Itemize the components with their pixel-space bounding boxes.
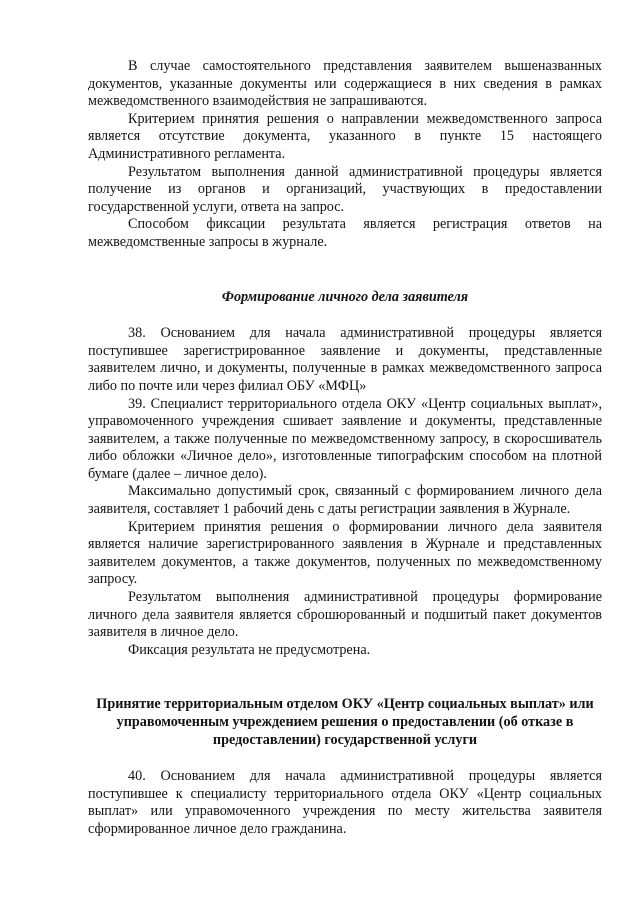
paragraph-no-fixation: Фиксация результата не предусмотрена. xyxy=(128,641,371,658)
heading-personal-file: Формирование личного дела заявителя xyxy=(221,288,469,305)
paragraph-decision-criterion: Критерием принятия решения о направлении межведомственного запроса является отсутствие документа, указанного в пункте 15 настоящего Административного регламента. xyxy=(88,110,602,162)
paragraph-38: 38. Основанием для начала административной процедуры является поступившее зарегистрированное заявление и документы, представленные заявителем лично, и документы, полученные в рамках межведомственного запроса либо по почте или через филиал ОБУ «МФЦ» xyxy=(88,325,602,394)
paragraph-39: 39. Специалист территориального отдела ОКУ «Центр социальных выплат», управомоченного учреждения сшивает заявление и документы, представленные заявителем, а также полученные по межведомственному запросу, в скоросшиватель либо обложки «Личное дело», изготовленные типографским способом на плотной бумаге (далее – личное дело). xyxy=(88,395,602,482)
paragraph-self-submission: В случае самостоятельного представления заявителем вышеназванных документов, указанные документы или содержащиеся в них сведения в рамках межведомственного взаимодействия не запрашиваются. xyxy=(88,58,602,110)
paragraph-40: 40. Основанием для начала административной процедуры является поступившее к специалисту территориального отдела ОКУ «Центр социальных выплат» или управомоченного учреждения по месту жительства заявителя сформированное личное дело гражданина. xyxy=(88,768,602,837)
paragraph-formation-result: Результатом выполнения административной процедуры формирование личного дела заявителя является сброшюрованный и подшитый пакет документов заявителя в личное дело. xyxy=(88,589,602,641)
section-decision xyxy=(88,768,602,838)
paragraph-fixation-method: Способом фиксации результата является регистрация ответов на межведомственные запросы в журнале. xyxy=(88,216,602,250)
section-interagency-request xyxy=(88,58,602,252)
heading-decision: Принятие территориальным отделом ОКУ «Центр социальных выплат» или управомоченным учреждением решения о предоставлении (об отказе в предоставлении) государственной услуги xyxy=(96,696,594,748)
paragraph-max-term: Максимально допустимый срок, связанный с формированием личного дела заявителя, составляет 1 рабочий день с даты регистрации заявления в Журнале. xyxy=(88,483,602,518)
section-personal-file xyxy=(88,325,602,659)
paragraph-formation-criterion: Критерием принятия решения о формировании личного дела заявителя является наличие зарегистрированного заявления в Журнале и представленных заявителем документов, а также документов, полученных по межведомственному запросу. xyxy=(88,518,602,588)
paragraph-result: Результатом выполнения данной административной процедуры является получение из органов и организаций, участвующих в предоставлении государственной услуги, ответа на запрос. xyxy=(88,163,602,215)
